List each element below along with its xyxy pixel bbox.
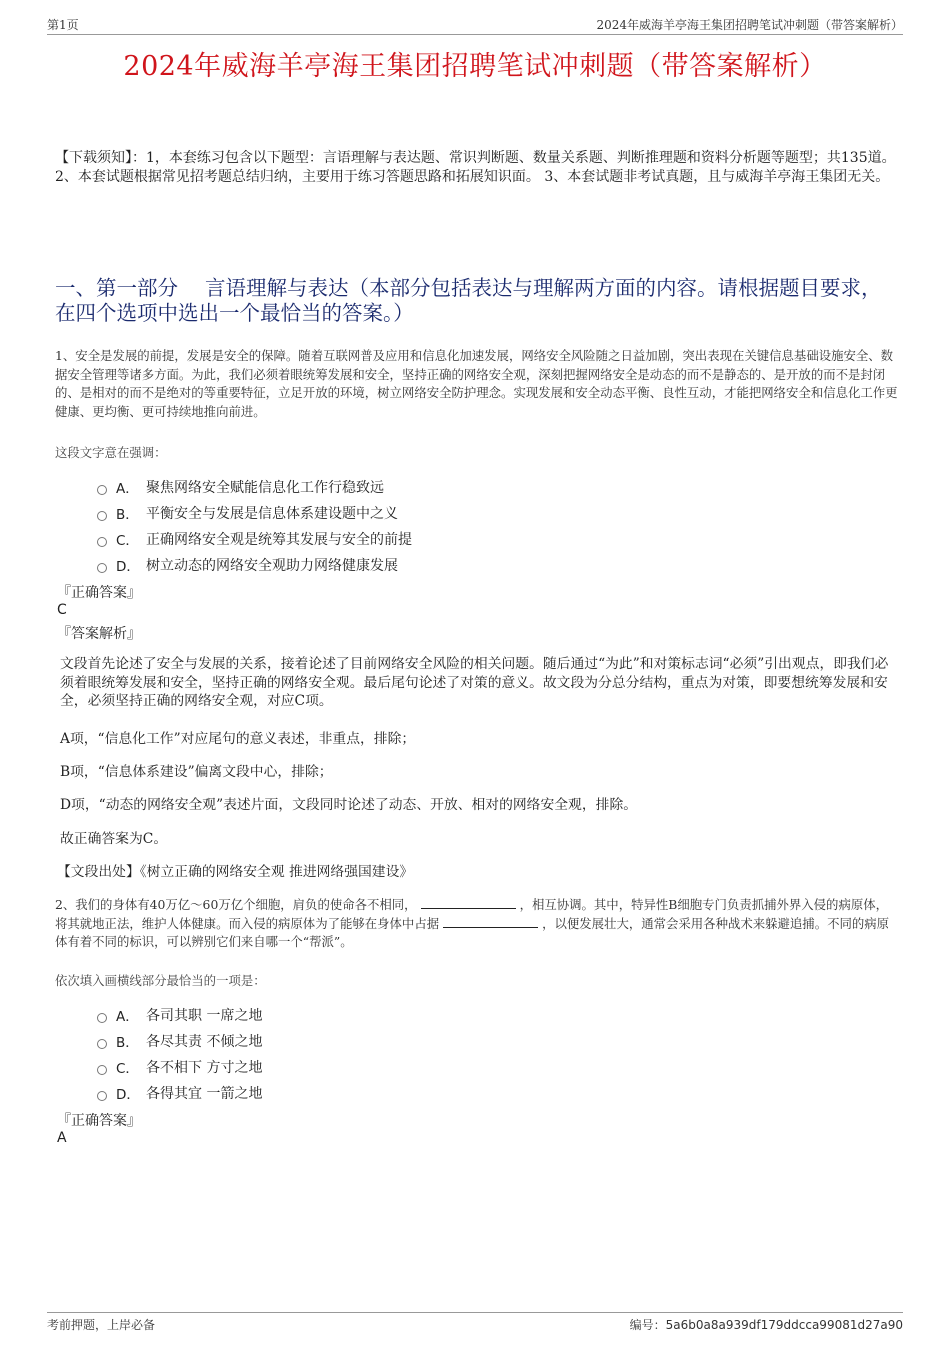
source-citation: 【文段出处】《树立正确的网络安全观 推进网络强国建设》 xyxy=(57,864,414,880)
analysis-line-b: B项，“信息体系建设”偏离文段中心，排除； xyxy=(60,764,333,780)
radio-icon[interactable] xyxy=(97,1065,107,1075)
question-1-answer: C xyxy=(57,602,67,618)
option-text: 各不相下 方寸之地 xyxy=(146,1060,263,1076)
question-2-option-d[interactable] xyxy=(97,1083,262,1103)
option-letter: D． xyxy=(116,559,140,575)
radio-icon[interactable] xyxy=(97,485,107,495)
option-letter: A． xyxy=(116,481,139,497)
analysis-line-d: D项，“动态的网络安全观”表述片面，文段同时论述了动态、开放、相对的网络安全观，排除。 xyxy=(60,797,638,813)
question-2-text-part: ，以便发展壮大，通常会采用各种战术来躲避追捕。不同的病原体有着不同的标识，可以辨别它们来自哪一个“帮派”。 xyxy=(55,915,890,949)
question-2-option-b[interactable] xyxy=(97,1031,262,1051)
radio-icon[interactable] xyxy=(97,1091,107,1101)
option-text: 各尽其责 不倾之地 xyxy=(146,1034,263,1050)
question-1-option-c[interactable] xyxy=(97,529,412,549)
question-2-text-part: ，相互协调。其中，特异性B细胞专门负责抓捕外界入侵的病原体，将其就地正法，维护人体健康。而入侵的病原体为了能够在身体中占据 xyxy=(55,897,889,931)
question-2-answer-label: 『正确答案』 xyxy=(57,1113,141,1129)
option-letter: A． xyxy=(116,1009,139,1025)
option-letter: B． xyxy=(116,1035,139,1051)
document-title: 2024年威海羊亭海王集团招聘笔试冲刺题（带答案解析） xyxy=(123,51,827,82)
question-1-analysis-label: 『答案解析』 xyxy=(57,626,141,642)
option-text: 各得其宜 一箭之地 xyxy=(146,1086,263,1102)
question-2-prompt: 依次填入画横线部分最恰当的一项是： xyxy=(55,973,266,988)
question-1-option-a[interactable] xyxy=(97,477,384,497)
question-1-option-d[interactable] xyxy=(97,555,398,575)
question-1-answer-label: 『正确答案』 xyxy=(57,585,141,601)
question-2-option-c[interactable] xyxy=(97,1057,262,1077)
footer-slogan: 考前押题，上岸必备 xyxy=(47,1318,156,1332)
page-number: 第1页 xyxy=(47,18,79,32)
question-1-text: 1、安全是发展的前提，发展是安全的保障。随着互联网普及应用和信息化加速发展，网络安全风险随之日益加剧，突出表现在关键信息基础设施安全、数据安全管理等诸多方面。为此，我们必须着眼统筹发展和安全，坚持正确的网络安全观，深刻把握网络安全是动态的而不是静态的、是开放的而不是封闭的、是相对的而不是绝对的等重要特征，立足开放的环境，树立网络安全防护理念。实现发展和安全动态平衡、良性互动，才能把网络安全和信息化工作更健康、更均衡、更可持续地推向前进。 xyxy=(55,348,898,419)
question-2-option-a[interactable] xyxy=(97,1005,262,1025)
option-letter: D． xyxy=(116,1087,140,1103)
footer-code-label: 编号： xyxy=(629,1318,666,1332)
option-letter: B． xyxy=(116,507,139,523)
question-2-text xyxy=(55,896,898,952)
option-letter: C． xyxy=(116,533,139,549)
radio-icon[interactable] xyxy=(97,537,107,547)
option-letter: C． xyxy=(116,1061,139,1077)
footer-code xyxy=(630,1316,903,1333)
option-text: 聚焦网络安全赋能信息化工作行稳致远 xyxy=(146,480,384,496)
radio-icon[interactable] xyxy=(97,1013,107,1023)
radio-icon[interactable] xyxy=(97,1039,107,1049)
header-doc-title: 2024年威海羊亭海王集团招聘笔试冲刺题（带答案解析） xyxy=(596,18,903,32)
question-1-prompt: 这段文字意在强调： xyxy=(55,445,167,460)
analysis-conclusion: 故正确答案为C。 xyxy=(60,831,168,847)
question-2-answer: A xyxy=(57,1130,67,1146)
page-header xyxy=(47,14,903,35)
blank-line xyxy=(421,896,516,909)
question-1-option-b[interactable] xyxy=(97,503,398,523)
option-text: 平衡安全与发展是信息体系建设题中之义 xyxy=(146,506,398,522)
radio-icon[interactable] xyxy=(97,563,107,573)
download-notice: 【下载须知】：1，本套练习包含以下题型：言语理解与表达题、常识判断题、数量关系题、判断推理题和资料分析题等题型；共135道。 2、本套试题根据常见招考题总结归纳，主要用于练习答题思路和拓展知识面。 3、本套试题非考试真题，且与威海羊亭海王集团无关。 xyxy=(55,150,896,185)
page-footer xyxy=(47,1312,903,1335)
section-heading: 一、第一部分 言语理解与表达（本部分包括表达与理解两方面的内容。请根据题目要求，在四个选项中选出一个最恰当的答案。） xyxy=(55,276,882,325)
footer-code-value: 5a6b0a8a939df179ddcca99081d27a90 xyxy=(665,1318,903,1332)
blank-line xyxy=(443,915,538,928)
option-text: 正确网络安全观是统筹其发展与安全的前提 xyxy=(146,532,412,548)
option-text: 各司其职 一席之地 xyxy=(146,1008,263,1024)
question-2-text-part: 2、我们的身体有40万亿～60万亿个细胞，肩负的使命各不相同， xyxy=(55,897,417,912)
radio-icon[interactable] xyxy=(97,511,107,521)
option-text: 树立动态的网络安全观助力网络健康发展 xyxy=(146,558,398,574)
question-1-analysis: 文段首先论述了安全与发展的关系，接着论述了目前网络安全风险的相关问题。随后通过“为此”和对策标志词“必须”引出观点，即我们必须着眼统筹发展和安全，坚持正确的网络安全观。最后尾句论述了对策的意义。故文段为分总分结构，重点为对策，即要想统筹发展和安全，必须坚持正确的网络安全观，对应C项。 xyxy=(60,656,889,709)
analysis-line-a: A项，“信息化工作”对应尾句的意义表述，非重点，排除； xyxy=(60,731,416,747)
